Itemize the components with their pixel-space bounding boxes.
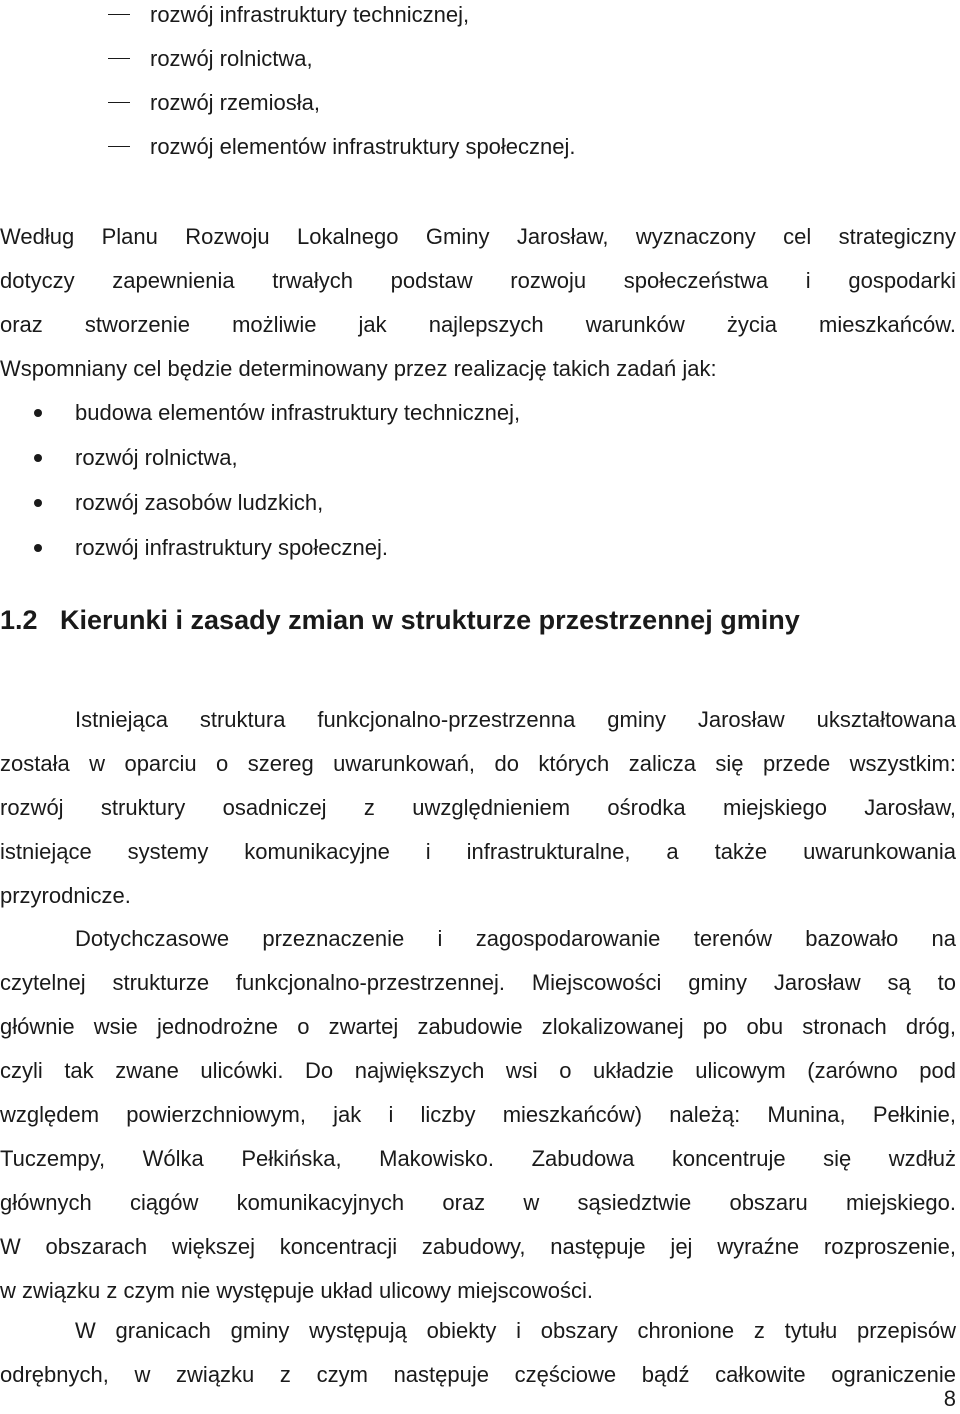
text-line: rozwój struktury osadniczej z uwzględnieniem ośrodka miejskiego Jarosław, [0, 795, 956, 820]
paragraph-structure [0, 698, 956, 918]
bullet-marker [34, 409, 42, 417]
text-line: w związku z czym nie występuje układ ulicowy miejscowości. [0, 1278, 593, 1303]
bullet-marker [34, 544, 42, 552]
bullet-list [0, 390, 520, 570]
section-number: 1.2 [0, 605, 38, 635]
paragraph-settlement [0, 917, 956, 1313]
text-line: istniejące systemy komunikacyjne i infrastrukturalne, a także uwarunkowania [0, 839, 956, 864]
list-item: rozwój rolnictwa, [0, 435, 520, 480]
list-item: budowa elementów infrastruktury technicznej, [0, 390, 520, 435]
section-title: Kierunki i zasady zmian w strukturze przestrzennej gminy [60, 605, 800, 635]
text-line: została w oparciu o szereg uwarunkowań, do których zalicza się przede wszystkim: [0, 751, 956, 776]
paragraph-protected-areas [0, 1309, 956, 1397]
text-line: głównie wsie jednodrożne o zwartej zabudowie zlokalizowanej po obu stronach dróg, [0, 1014, 956, 1039]
list-item: rozwój elementów infrastruktury społecznej. [0, 132, 576, 176]
text-line: Istniejąca struktura funkcjonalno-przestrzenna gminy Jarosław ukształtowana [75, 707, 956, 732]
section-heading [0, 600, 800, 640]
text-line: głównych ciągów komunikacyjnych oraz w sąsiedztwie obszaru miejskiego. [0, 1190, 956, 1215]
text-line: względem powierzchniowym, jak i liczby mieszkańców) należą: Munina, Pełkinie, [0, 1102, 956, 1127]
text-line: W obszarach większej koncentracji zabudowy, następuje jej wyraźne rozproszenie, [0, 1234, 956, 1259]
dash-marker [108, 146, 130, 147]
text-line: oraz stworzenie możliwie jak najlepszych warunków życia mieszkańców. [0, 312, 956, 337]
list-item: rozwój rzemiosła, [0, 88, 576, 132]
text-line: Dotychczasowe przeznaczenie i zagospodarowanie terenów bazowało na [75, 926, 956, 951]
text-line: Według Planu Rozwoju Lokalnego Gminy Jarosław, wyznaczony cel strategiczny [0, 224, 956, 249]
list-item: rozwój infrastruktury społecznej. [0, 525, 520, 570]
text-line: dotyczy zapewnienia trwałych podstaw rozwoju społeczeństwa i gospodarki [0, 268, 956, 293]
dash-marker [108, 58, 130, 59]
bullet-marker [34, 499, 42, 507]
page-number: 8 [943, 1386, 956, 1411]
paragraph-strategy [0, 215, 956, 391]
dash-list [0, 0, 576, 176]
list-item: rozwój infrastruktury technicznej, [0, 0, 576, 44]
bullet-marker [34, 454, 42, 462]
dash-marker [108, 14, 130, 15]
text-line: Tuczempy, Wólka Pełkińska, Makowisko. Zabudowa koncentruje się wzdłuż [0, 1146, 956, 1171]
text-line: Wspomniany cel będzie determinowany przez realizację takich zadań jak: [0, 356, 717, 381]
dash-marker [108, 102, 130, 103]
list-item: rozwój zasobów ludzkich, [0, 480, 520, 525]
text-line: odrębnych, w związku z czym następuje częściowe bądź całkowite ograniczenie [0, 1362, 956, 1387]
text-line: W granicach gminy występują obiekty i obszary chronione z tytułu przepisów [75, 1318, 956, 1343]
text-line: czytelnej strukturze funkcjonalno-przestrzennej. Miejscowości gminy Jarosław są to [0, 970, 956, 995]
text-line: czyli tak zwane ulicówki. Do największych wsi o układzie ulicowym (zarówno pod [0, 1058, 956, 1083]
list-item: rozwój rolnictwa, [0, 44, 576, 88]
text-line: przyrodnicze. [0, 883, 131, 908]
